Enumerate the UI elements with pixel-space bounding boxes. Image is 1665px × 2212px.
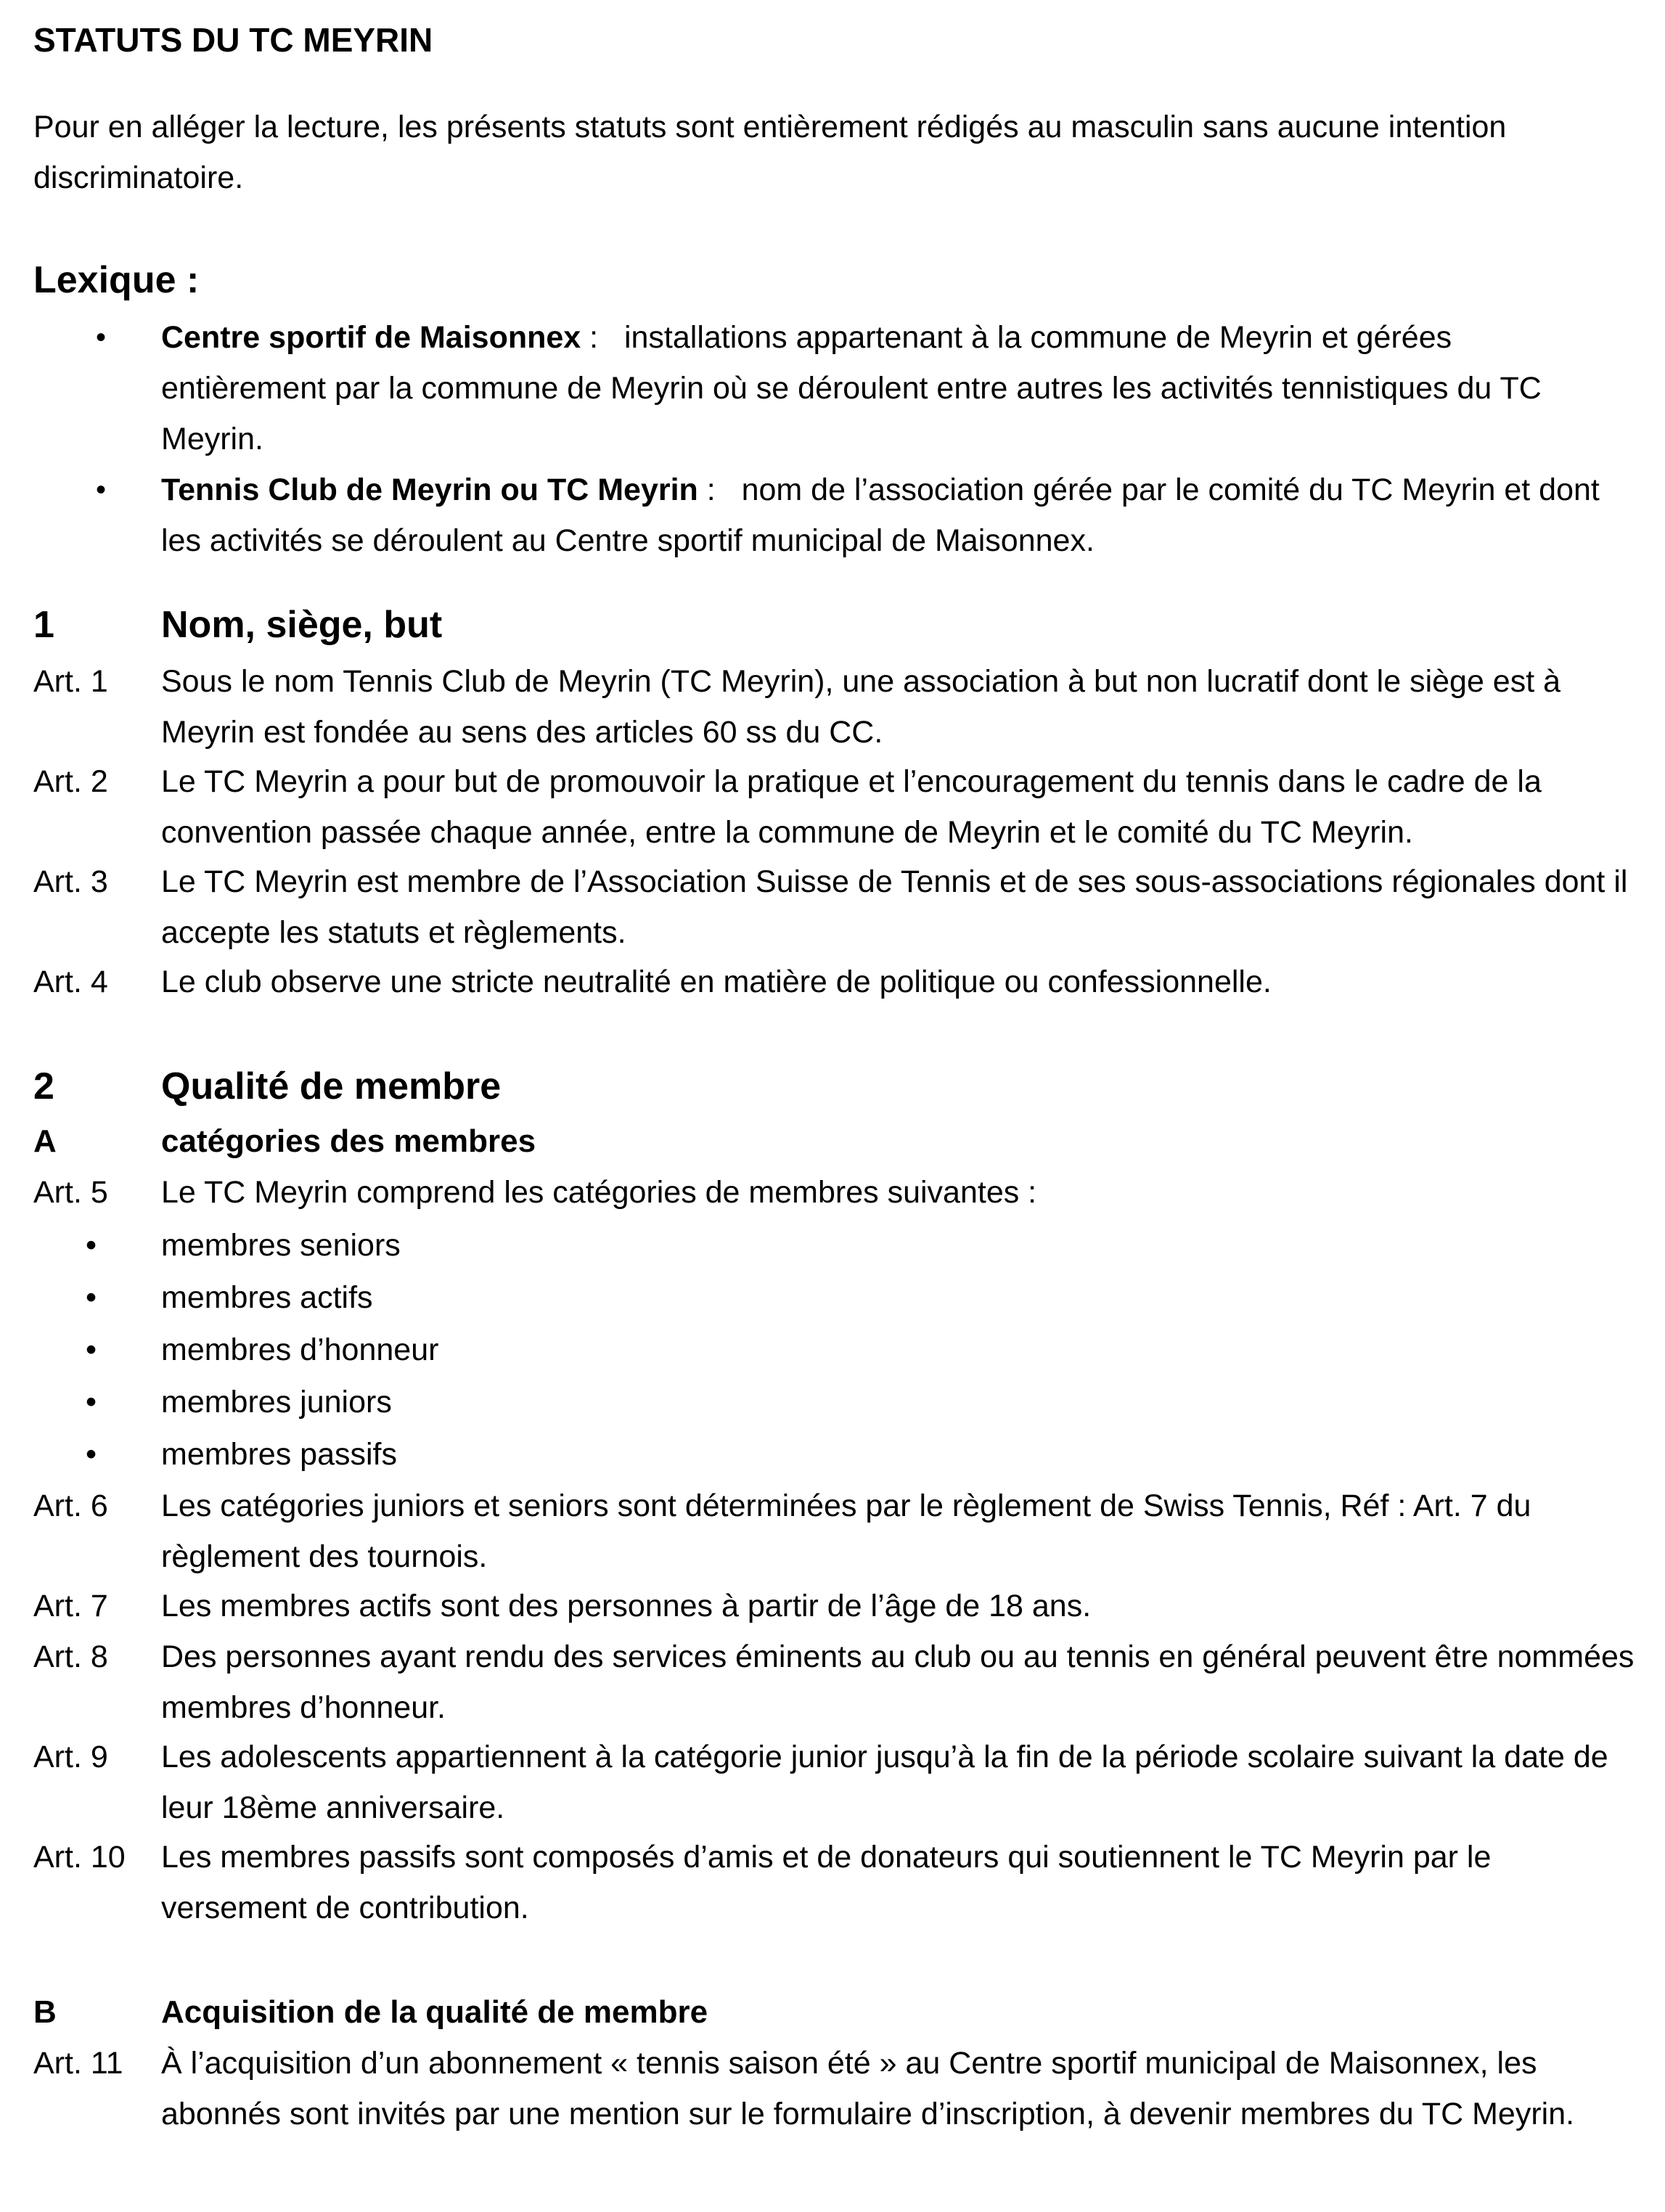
lexique-term: Tennis Club de Meyrin ou TC Meyrin bbox=[161, 472, 698, 507]
lexique-definition: nom de l’association gérée par le comité du TC Meyrin et dont les activités se déroulent au Centre sportif municipal de Maisonnex. bbox=[161, 472, 1600, 558]
lexique-separator: : bbox=[698, 472, 742, 507]
bullet-icon: • bbox=[86, 1228, 97, 1263]
bullet-icon: • bbox=[86, 1437, 97, 1472]
article-label: Art. 3 bbox=[33, 864, 108, 899]
lexique-definition: installations appartenant à la commune de Meyrin et gérées entièrement par la commune de Meyrin où se déroulent entre autres les activités tennistiques du TC Meyrin. bbox=[161, 320, 1542, 456]
subsection-letter: A bbox=[33, 1123, 57, 1159]
lexique-separator: : bbox=[581, 320, 624, 355]
article-text: Le TC Meyrin comprend les catégories de membres suivantes : bbox=[161, 1175, 1037, 1210]
category-label: membres d’honneur bbox=[161, 1332, 439, 1367]
article-label: Art. 6 bbox=[33, 1488, 108, 1523]
article-label: Art. 7 bbox=[33, 1589, 108, 1623]
category-label: membres actifs bbox=[161, 1280, 373, 1315]
subsection-title: Acquisition de la qualité de membre bbox=[161, 1994, 708, 2030]
article-text: Les membres passifs sont composés d’amis et de donateurs qui soutiennent le TC Meyrin par le versement de contribution. bbox=[161, 1840, 1492, 1925]
article-label: Art. 9 bbox=[33, 1740, 108, 1774]
category-label: membres seniors bbox=[161, 1228, 401, 1263]
article-text: Des personnes ayant rendu des services éminents au club ou au tennis en général peuvent être nommées membres d’honneur. bbox=[161, 1639, 1635, 1725]
article-label: Art. 8 bbox=[33, 1639, 108, 1674]
category-label: membres juniors bbox=[161, 1385, 392, 1420]
document-title: STATUTS DU TC MEYRIN bbox=[33, 21, 433, 59]
article-label: Art. 1 bbox=[33, 664, 108, 699]
section-number: 2 bbox=[33, 1065, 54, 1107]
article-text: Les membres actifs sont des personnes à partir de l’âge de 18 ans. bbox=[161, 1589, 1092, 1623]
bullet-icon: • bbox=[86, 1280, 97, 1315]
intro-paragraph: Pour en alléger la lecture, les présents statuts sont entièrement rédigés au masculin sans aucune intention discriminatoire. bbox=[33, 110, 1507, 195]
article-text: À l’acquisition d’un abonnement « tennis saison été » au Centre sportif municipal de Maisonnex, les abonnés sont invités par une mention sur le formulaire d’inscription, à devenir membres du TC Meyrin. bbox=[161, 2046, 1575, 2131]
article-label: Art. 10 bbox=[33, 1840, 126, 1875]
subsection-title: catégories des membres bbox=[161, 1123, 536, 1159]
article-text: Le club observe une stricte neutralité en matière de politique ou confessionnelle. bbox=[161, 964, 1272, 999]
bullet-icon: • bbox=[96, 474, 107, 506]
lexique-heading: Lexique : bbox=[33, 259, 200, 301]
article-text: Le TC Meyrin a pour but de promouvoir la pratique et l’encouragement du tennis dans le cadre de la convention passée chaque année, entre la commune de Meyrin et le comité du TC Meyrin. bbox=[161, 764, 1542, 850]
article-text: Sous le nom Tennis Club de Meyrin (TC Meyrin), une association à but non lucratif dont le siège est à Meyrin est fondée au sens des articles 60 ss du CC. bbox=[161, 664, 1561, 750]
article-label: Art. 5 bbox=[33, 1175, 108, 1210]
lexique-term: Centre sportif de Maisonnex bbox=[161, 320, 581, 355]
article-label: Art. 11 bbox=[33, 2046, 123, 2081]
bullet-icon: • bbox=[96, 321, 107, 353]
article-label: Art. 4 bbox=[33, 964, 108, 999]
category-label: membres passifs bbox=[161, 1437, 397, 1472]
bullet-icon: • bbox=[86, 1332, 97, 1367]
article-text: Les adolescents appartiennent à la catégorie junior jusqu’à la fin de la période scolaire suivant la date de leur 18ème anniversaire. bbox=[161, 1740, 1608, 1825]
bullet-icon: • bbox=[86, 1385, 97, 1420]
section-number: 1 bbox=[33, 604, 54, 646]
subsection-letter: B bbox=[33, 1994, 57, 2030]
article-label: Art. 2 bbox=[33, 764, 108, 799]
section-title: Qualité de membre bbox=[161, 1065, 502, 1107]
article-text: Les catégories juniors et seniors sont déterminées par le règlement de Swiss Tennis, Réf : Art. 7 du règlement des tournois. bbox=[161, 1488, 1531, 1574]
article-text: Le TC Meyrin est membre de l’Association Suisse de Tennis et de ses sous-associations régionales dont il accepte les statuts et règlements. bbox=[161, 864, 1628, 950]
section-title: Nom, siège, but bbox=[161, 604, 443, 646]
